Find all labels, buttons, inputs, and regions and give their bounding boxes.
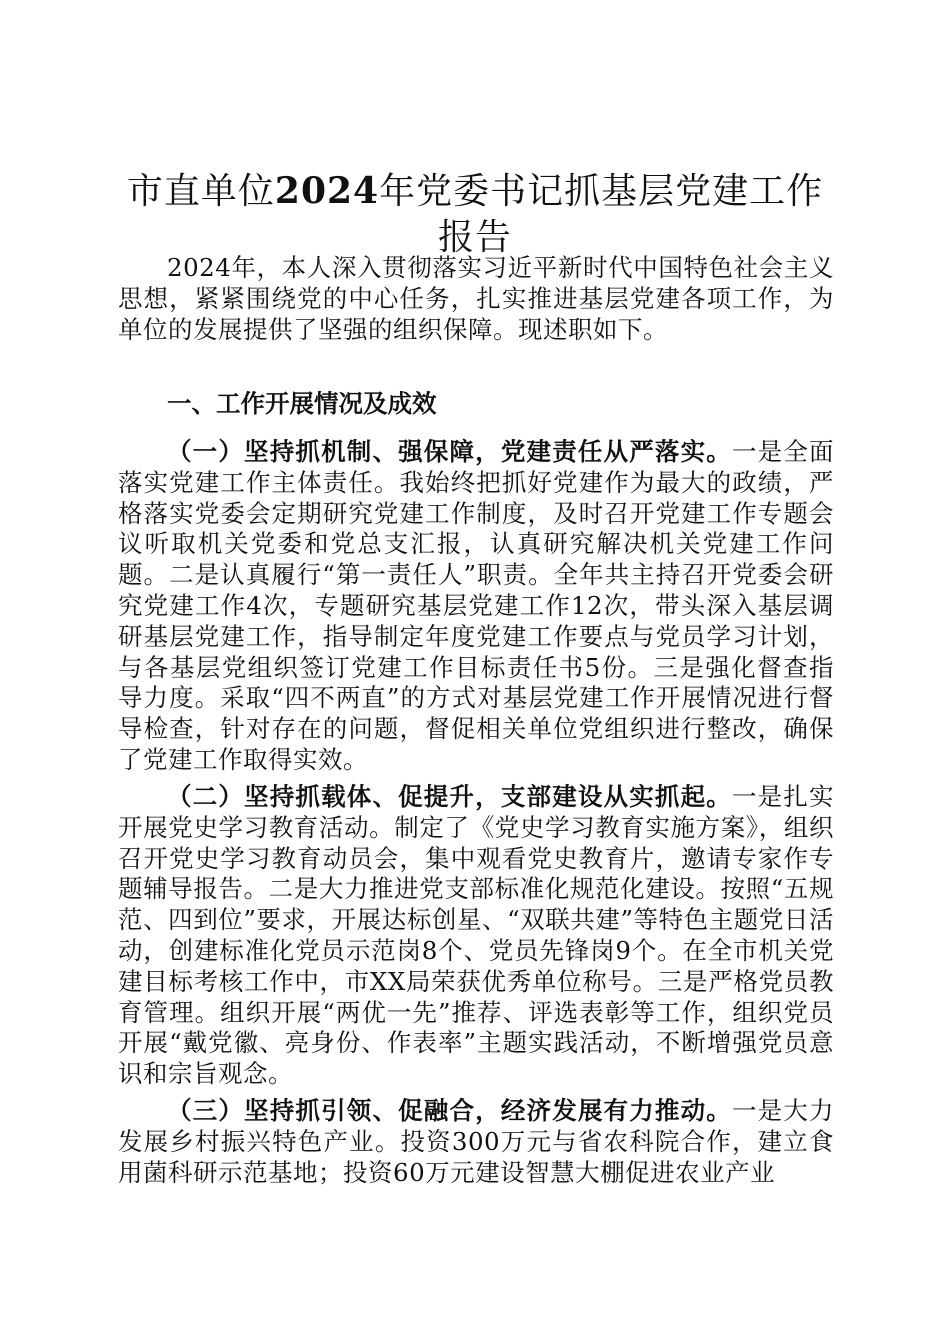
item-paragraph-1: [118, 437, 834, 776]
item-body-2: 一是扎实开展党史学习教育活动。制定了《党史学习教育实施方案》，组织召开党史学习教育动员会，集中观看党史教育片，邀请专家作专题辅导报告。二是大力推进党支部标准化规范化建设。按照“五规范、四到位”要求，开展达标创星、“双联共建”等特色主题党日活动，创建标准化党员示范岗8个、党员先锋岗9个。在全市机关党建目标考核工作中，市XX局荣获优秀单位称号。三是严格党员教育管理。组织开展“两优一先”推荐、评选表彰等工作，组织党员开展“戴党徽、亮身份、作表率”主题实践活动，不断增强党员意识和宗旨观念。: [118, 782, 835, 1089]
document-title: [120, 168, 830, 261]
item-body-3: 一是大力发展乡村振兴特色产业。投资300万元与省农科院合作，建立食用菌科研示范基地；投资60万元建设智慧大棚促进农业产业: [118, 1096, 835, 1187]
item-paragraph-2: [118, 782, 834, 1090]
intro-paragraph: 2024年，本人深入贯彻落实习近平新时代中国特色社会主义思想，紧紧围绕党的中心任务，扎实推进基层党建各项工作，为单位的发展提供了坚强的组织保障。现述职如下。: [118, 253, 834, 344]
item-body-1: 一是全面落实党建工作主体责任。我始终把抓好党建作为最大的政绩，严格落实党委会定期研究党建工作制度，及时召开党建工作专题会议听取机关党委和党总支汇报，认真研究解决机关党建工作问题。二是认真履行“第一责任人”职责。全年共主持召开党委会研究党建工作4次，专题研究基层党建工作12次，带头深入基层调研基层党建工作，指导制定年度党建工作要点与党员学习计划，与各基层党组织签订党建工作目标责任书5份。三是强化督查指导力度。采取“四不两直”的方式对基层党建工作开展情况进行督导检查，针对存在的问题，督促相关单位党组织进行整改，确保了党建工作取得实效。: [118, 437, 835, 774]
title-year: 2024: [274, 170, 380, 212]
title-part1: 市直单位: [126, 171, 275, 212]
section-heading: 一、工作开展情况及成效: [167, 389, 437, 418]
item-paragraph-3: [118, 1096, 834, 1188]
item-lead-2: （二）坚持抓载体、促提升，支部建设从实抓起。: [167, 782, 732, 811]
item-lead-3: （三）坚持抓引领、促融合，经济发展有力推动。: [167, 1096, 732, 1125]
title-part2: 年党委书记抓基层党建工作报告: [379, 171, 824, 258]
item-lead-1: （一）坚持抓机制、强保障，党建责任从严落实。: [167, 437, 732, 466]
